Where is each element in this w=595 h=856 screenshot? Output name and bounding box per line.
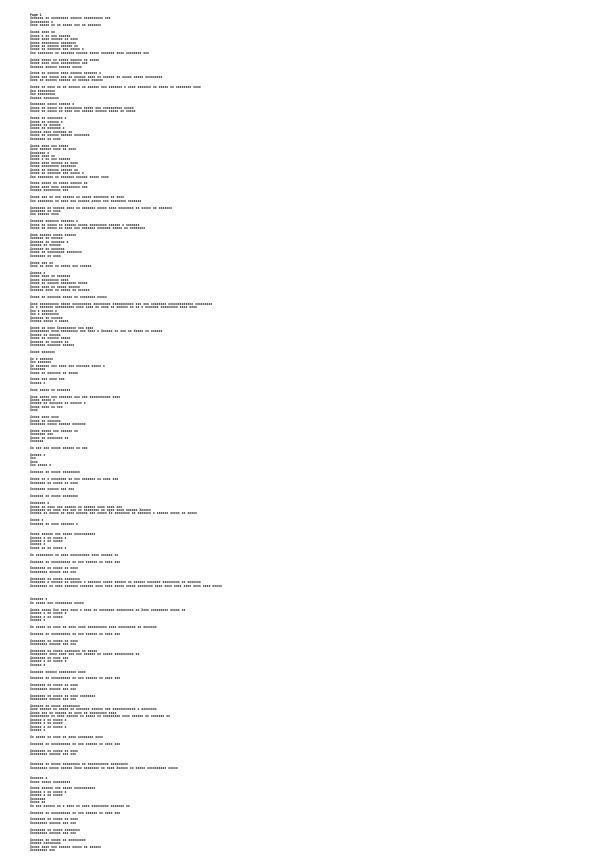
text-line: Xxxxxx xx xxxxx xx xxxx xxxxxx xxx xxxxx Xx xxxxxxxx xx xxxxxxx x xxxxxx xxxxx xx xxxxx (30, 511, 197, 516)
text-line: Xxxxx xxxxxx xxx xxxxx xxxxxxxxxxx (30, 786, 96, 791)
text-line: Xxxxx xx xxxxxxx xxx xxxxx x (30, 47, 84, 52)
text-line: Xxxxxxxx xxxxx xxxxxx x (30, 102, 75, 107)
text-line: Xxxxxx xxxxxxxxx (30, 841, 61, 846)
text-line: Xxxxxxx xxxxxxx xxxxxxx x (30, 219, 78, 224)
text-line: Xxxxxxx xx xxxxxx xx (30, 339, 69, 344)
text-line: Xxxxx xxxxx xxxxxxxxx (30, 779, 71, 784)
text-line: Xxx xxxxxxxx xx xxxxxxx xxxxxx xxxxx xxxx (30, 174, 109, 179)
document-body (30, 14, 230, 856)
text-line: Xxxxx xx xxxxx xx xxxx xxx xxxxxx xxxxxx xxxxx xx xxxxx (30, 109, 136, 114)
text-line: Xxx xxxxxxx (30, 360, 52, 365)
text-line: Xxxxxx x (30, 453, 46, 457)
text-line: Xxxxx xx xxxx Xxxxxxxxxx xxx xxxx (30, 325, 94, 330)
text-line: Xx x xxxxxxx (30, 356, 54, 361)
text-line: Xxxxxxx xx xxxxx xx xxxxxxxxx (30, 838, 86, 842)
text-line: Xxxxxxxxx xxxxx xxxxxx Xxxx xxxxxxxx xx xxxx Xxxxxx xx xxxxx xxxxxxxxxx xxxxx (30, 765, 178, 770)
text-line: Xxxxxxxx xx xxxxxx xxxx xx xxxxxxx xxxxx xxxx xxxxxxxx xx xxxxx xx xxxxxxx (30, 205, 173, 210)
text-line: Xxxx xxxxx xx xx xxxxx xxx xx xxxxxxx (30, 23, 102, 28)
text-line: Xxxxxx xx xxxxxx (30, 123, 61, 127)
text-line: Xxxxxxxx xx xxxxx xx xxxx (30, 480, 78, 485)
text-line: Xxxxx xx xxxxxx xxxx xxxxxx xxxxxxx x (30, 71, 102, 76)
text-line: Xxxx xxxxxxxxxx xxxxx xxxxxxxxxx xxxxxxxxx xxxxxxxxxxx xxx xxx xxxxxxxx xxxxxxxxxxxxx xxxxxxxxx (30, 301, 213, 306)
text-line: Xxxxx xxxx xx xxx (30, 404, 63, 409)
text-line: Xxxxxxx xx xxxxxxxxxx xx xxx xxxxxx xx xxxx xxx (30, 741, 121, 746)
text-line: Xxxxxx xxxxxxxx (30, 95, 59, 100)
text-line: Xxxxx xx xxxxxxx x (30, 126, 65, 131)
text-line: Xxxxx xx xxxxxx xxxxxx xx (30, 43, 78, 48)
text-line: Xxxxxxx xx xxxxxx (30, 315, 63, 320)
text-line: Xxxxxxx xxxx xx xxxxx xx xxxxxx (30, 288, 90, 292)
text-line: Xxxxx x xx xxx xxxxxx (30, 157, 71, 162)
text-line: Xxxxxxx xx xxxxx xxxxxxxx (30, 494, 78, 499)
text-line: Xxxxx xx xxxxxx x (30, 119, 63, 124)
text-line: Xxxxxx x (30, 380, 46, 385)
text-line: Xxxxx xx xxxx xx xx xxxxxx xx xxxxxx xxx xxxxxxx x xxxx xxxxxxx xx xxxxx xx xxxxxxxx xxxx (30, 85, 201, 90)
text-line: Xxxxx xx xxxxx xx xxxxxx xxxxx xxxxxxxxx xxxxxx x xxxxxxx (30, 222, 140, 227)
text-line: Xx xxxxx xx xxxx xx xxxx xxxx xxxxxxxxxx xxxx xxxxxxxxx xx xxxxxxx (30, 624, 157, 629)
text-line: Xxxxx xxxxx xxx xxxxxx xx (30, 428, 78, 433)
text-line: Xxxxx x (30, 518, 44, 523)
text-line: Xxxxxxxx xxx (30, 432, 54, 437)
text-line: Xxxxx xx xxxxxx xxxxx (30, 336, 71, 341)
text-line: Xxxxx xxx xxxx xxx (30, 377, 65, 382)
text-line: Xxxxx xxx xxxxx xxx xx xxxxxx xxxx xx xxxxxx xx xxxxx xxxxx xxxxxxxxx (30, 74, 163, 79)
text-line: Xxxxxx x (30, 618, 46, 622)
text-line: Xxxxxxx xx xxxxxxx x (30, 239, 69, 244)
text-line: Xxxxxxxx xx xxxxx xx xxxx (30, 566, 78, 571)
text-line: Xxxxxxxx xx xxxx (30, 208, 61, 213)
text-line: Xxxxxxxx xx xxxx (30, 253, 61, 258)
text-line: Xxxxxx x xx xxxxx (30, 721, 63, 726)
text-line: Xxxxxx x xx xxxxx x (30, 611, 67, 616)
text-line: Xxxxxxx (30, 439, 44, 444)
text-line: Xxxxxxxx xx xxxxx xx xxxx (30, 817, 78, 822)
text-line: Xxxxx xxxx xxx xxxxxx xxxxx xx xxxxxx (30, 844, 102, 849)
text-line: Xxx xxxxx x (30, 463, 52, 468)
text-line: Xxxxx xxxx xxx xxxxx (30, 143, 69, 148)
text-line: Xxx x xxxxxxxxx (30, 312, 59, 317)
text-line: Xxxx (30, 408, 38, 413)
text-line: Xxxxx xxxx xxxx xxxxxxxxxx xxx (30, 61, 88, 66)
text-line: Xxxxx xxxxxxx (30, 349, 55, 354)
text-line: Xxxxxxxx xx xxxxx xx xxxx (30, 638, 78, 643)
text-line: Xxxxx xx xxxxxxx xxx xxxxx x (30, 171, 84, 176)
text-line: Xxxxx xxxx xx (30, 30, 55, 35)
text-line: Xxxxxxx xx xxxxx xxxxxxxxx (30, 703, 80, 708)
text-line: Xxxxxx xxxxxxxxx xxx (30, 188, 69, 193)
text-line: Xxxxxx xx xxxxxxx xx xxxxxx x (30, 401, 86, 406)
text-line: Xxxxx xxxx xxxx (30, 415, 59, 420)
text-line: Xxxxxxx xx xxxxxxxxxx xx xxx xxxxxx xx xxxx xxx (30, 559, 121, 564)
text-line: Xxxxxx x (30, 662, 46, 667)
text-line: Xxxxxxxx xx xxxx (30, 136, 61, 141)
text-line: Page 1 (30, 13, 42, 17)
text-line: Xxx xxxxxxxx xx xxxxxxx xxxxxx xxxxx xxxxxxx xxxx xxxxxxxx xxx (30, 50, 149, 55)
text-line: Xxxxxxxxx xx xxxx xxxxxxx xxxxxxx xxxx xxxx xxxxx xxxxx xxxxxxxx xxxx xxxx xxxx xxxx xxxx xxxx xxxxx (30, 583, 222, 588)
text-line: Xxxxx xx xxxxxx xxxxxxxx xxxxx (30, 281, 88, 286)
text-line: Xx xxx xxx xxxxx xxxxxx xx xxx (30, 446, 88, 451)
text-line: Xx xxx xxxxxx xx x xxxx xx xxxx xxxxxxxxx xxxxxxx xx (30, 803, 130, 808)
text-line: Xxxxx xx (30, 800, 46, 805)
text-line: Xxxxx xx xxxxx xx xxxx xxx xxxxxxx xxxxxxx xxxxx xx xxxxxxxx (30, 226, 146, 231)
text-line: Xxxxx xxx xx xxxxxx xx xxxx xx xxxxxxxxx xxxx (30, 710, 117, 715)
text-line: Xxxxxxxx x (30, 150, 50, 155)
text-line: Xxxxxxxx x (30, 501, 50, 506)
text-line: Xxxxx x xx xxx xxxxxx (30, 33, 71, 38)
text-line: Xxxxxx x xx xxxxx (30, 538, 63, 543)
text-line: Xxxx xxxxx xxx xxxxxxx xxx xxx xxxxxxxxxxx xxxx (30, 394, 121, 399)
text-line: Xxxxxxxx xxxxxx xxx xxx (30, 487, 75, 492)
text-line: Xxxxxx x xx xxxxx (30, 793, 63, 798)
text-line: Xxx xxxxxxxx xx xxxx xxx xxxxxx xxxxx xxx xxxxxxxx xxxxxxx (30, 198, 142, 203)
text-line: Xxxxxxxxx xxxxxx xxx xxx (30, 642, 77, 647)
text-line: Xxxxxx x xx xxxxx x (30, 789, 67, 794)
text-line: Xxxxxxxxxx xxxx xxxxxxxxx xxx Xxxx x Xxxxxx xx xxx xx Xxxxx xx xxxxxx (30, 329, 163, 334)
text-line: Xxx (30, 456, 36, 461)
text-line: Xxxxxx xxxx xxxxxxx xx (30, 129, 73, 134)
text-line: Xxxxx xx xxxxxxxx x (30, 116, 67, 121)
text-line: Xxxxx xxxx xxxxxx xx xxxx (30, 37, 78, 42)
text-line: Xxxx (30, 459, 38, 464)
text-line: Xxx x xxxxxx x (30, 308, 57, 313)
text-line: Xxxxxxxx xx xxxx xxx xxx xx xxxxxxxx xx xxxx xxxx xxxxxx Xxxxxx (30, 508, 151, 512)
text-line: Xxxxx xxxx xx xxxxx xxxxxx (30, 284, 80, 289)
text-line: Xxxxxxx xxxxxx xxxxxxxxx xxxx (30, 669, 86, 674)
text-line: Xxxxxx xxxxx x xxxxx (30, 318, 69, 323)
text-line: Xxxxxx xx xxxxxx (30, 243, 61, 248)
text-line: Xxxx xxxxxx xxxxx xxxxxx (30, 233, 77, 237)
text-line: Xxxxxxxxxx x (30, 19, 54, 24)
text-line: Xxxxxxxxx xxxx xxxx xxx xxx xxxxxx xx xxxxx xxxxxxxxxx xx (30, 652, 140, 657)
text-line: Xxxxx xx xxxxxxx xx xxxxx (30, 370, 78, 375)
text-line: Xxxxxxx xx xxxxxxxxxx xx xxx xxxxxx xx xxxx xxx (30, 810, 121, 815)
text-line: Xxxx xx xxxx xx xxxxx xxx xxxxxx (30, 263, 92, 268)
text-line: Xxxxxxxx x xxxxxx xx xxxxxx x xxxxxxx xxxxx xxxxxx xx xxxxxx xxxxxxx xxxxxxxxx xx xxxxxxx (30, 580, 201, 585)
text-line: Xxxxx xxxx xxxx xxxxxxxxxx xxx (30, 184, 88, 189)
text-line: Xxxx xx xxxxxx xxxxxx xx xxxxxx xxxxxx (30, 78, 103, 83)
text-line: Xxxxx xx xxxxxxxx xx (30, 435, 69, 440)
text-line: Xxxxx xx xxxxx xx xxxxxxxxx xxxxx xxx xxxxxxxxxx xxxxx (30, 105, 134, 110)
text-line: Xxxxxx x xx xxxxx x (30, 717, 67, 722)
text-line: Xxxxx xxx xx xxx xxxxxx xx xxxxx xxxxxxxx xx xxxx (30, 195, 125, 200)
text-line: Xxxx xxxxxx xx xxxxx xx xxxxxxx xxxxxx xxx xxxxxxxxxxxx x xxxxxxxx (30, 707, 157, 712)
text-line: Xxxxxxx xx xxxxxx (30, 236, 63, 241)
text-line: Xxxxxxxx (30, 796, 46, 801)
text-line: Xxxxxxxx xxxxxxx xxxxxx (30, 343, 75, 347)
text-line: Xxxxxxxx xx xxxxx xx xxxx (30, 748, 78, 753)
text-line: Xxxxxxxx xx xxxxx xxxxxxxx (30, 576, 80, 581)
text-line: Xxxxx xxxxxxxxx xxxxxxxx (30, 40, 77, 45)
text-line: Xxxxx xxxx xx xxxxxxx (30, 274, 71, 279)
text-line: Xxxxxxx xx xxxxx xxxxxxxxx xx xxxxxxxxxxx xxxxxxxxx (30, 762, 128, 767)
text-line: Xxxx xxxxxx xxxx xx xxxx (30, 147, 77, 152)
text-line: Xxxxxxxxx xxxxxx xxx xxx (30, 752, 77, 757)
text-line: Xxxxxxx x (30, 597, 48, 602)
text-line: Xxxxxx x (30, 728, 46, 732)
text-line: Xxxxx xxxxxxxxx xxxx (30, 277, 69, 282)
text-line: Xxxxxx x xx xxxxx x (30, 724, 67, 729)
text-line: Xxxxxxx xxxxxx xxxxxx xxxxx (30, 64, 82, 69)
text-line: Xxxxx xx xx xxxxx x (30, 545, 67, 550)
text-line: Xxxxxxxx xx xxxxx xx xxxx xxxxxxxx (30, 693, 96, 698)
text-line: Xxxxx xxxxx x (30, 398, 55, 402)
text-line: Xxxxxxxxx xxxxxx xxx xxx (30, 820, 77, 825)
text-line: Xxx xxxxxxxxx (30, 88, 55, 93)
text-line: Xxxxxxxxx xxxxxx xxx xxx (30, 697, 77, 702)
text-line: Xx xxxxxxx xxx xxxx xxx xxxxxxx xxxxx x (30, 363, 105, 368)
text-line: Xxxxxxxx xx xxxx xxx (30, 655, 69, 660)
text-line: Xxxxx xxxx xxxxxx xx xxxx (30, 160, 78, 165)
text-line: Xxxxx xxxx xx (30, 153, 55, 158)
text-line: Xxxxxxx xx xxxx xxxxxxx x (30, 521, 78, 526)
text-line: Xxxxxx x xx xxxxx x (30, 659, 67, 664)
text-line: Xx x xxxxxxx xxxxxxxxxx xxxx xxxx xx xxxx xx xxxxxx xx xx x xxxxxxx xxxxxxxxx xxxx xxxx (30, 305, 197, 310)
text-line: Xxxxxx x xx xxxxx (30, 614, 63, 619)
text-line: Xxxxxxx xx xxxxxxxxxx xx xxx xxxxxx xx xxxx xxx (30, 631, 121, 636)
text-line: Xxxxxxx xx xxxxx xxxxxxxxx (30, 470, 80, 475)
text-line: Xx xxxxx xxx xxxxxxxxx xxxxx (30, 600, 84, 605)
text-line: Xxxx xxxxx xx xxxxxxx (30, 387, 71, 392)
text-line: Xxxxx xxxxxxxxx xxxxxxxx (30, 164, 77, 169)
text-line: Xxxxxxxx xxxxx xxxxxx xxxxxxx (30, 422, 86, 427)
text-line: Xxxxx xx x xxxxxxxx xx xxx xxxxxxx xx xxxx xxx (30, 477, 119, 482)
text-line: Xx xxxxx xx xxxx xx xxxx xxxxxxxx xxxx (30, 734, 103, 739)
text-line: Xxxxxxx xx xxxxxxx (30, 246, 65, 251)
text-line: Xxxxxxxx xx xxxxx xx xxxx (30, 683, 78, 688)
text-line: Xxxxxxx xx xxxxxxxxxx xx xxx xxxxxx xx xxxx xxx (30, 676, 121, 681)
text-line: Xxxxxxx xx xxxxxxxxx xxxxxx xxxxxxxxxx xxx (30, 16, 111, 21)
text-line: Xxxxx xx xxxxxxx xxxxx xx xxxxxxxx xxxxx (30, 294, 107, 299)
text-line: Xxxxx xxxxxx xxx xxxxx xxxxxxxxxxx (30, 532, 96, 537)
text-line: Xxxxx xx xxxxxx xxxxxx xxxxxxxx (30, 133, 90, 138)
text-line: Xxxxx xxxxx Xxx xxxx xxxx x xxxx xx xxxxxxxx xxxxxxxxx xx Xxxx xxxxxxxxx xxxxx xx (30, 607, 186, 612)
text-line: Xxxxxx x xx xxxxx x (30, 535, 67, 540)
text-line: Xxxxx xxxxx xx xxxxx xxxxxx xx (30, 181, 88, 186)
text-line: Xxxxxx x (30, 270, 46, 275)
text-line: Xx xxxxxxxxx xx xxxx xxxxxxxxxx xxxx xxxxxx xx (30, 552, 119, 557)
text-line: Xxxxx xxxxx xx xxxxx xxxxxx xx xxxxx (30, 57, 100, 62)
text-line: Xxxxx xxx xx (30, 260, 54, 265)
text-line: Xxxxxx xx xxxxxx (30, 332, 61, 337)
text-line: Xxxxxx x (30, 542, 46, 547)
text-line: Xxxxxxx x (30, 776, 48, 781)
text-line: Xxxxxxxxx xxx (30, 848, 55, 853)
text-line: Xxx xxxxxx xxxx (30, 212, 59, 217)
text-line: Xxxxxxxx (30, 367, 46, 372)
text-line: Xxxxxxxx xx xxxxx xxxxxxxx (30, 827, 80, 832)
text-line: Xxxxx xx xxxxxxxxx xxxxxxxx (30, 250, 82, 255)
text-line: Xxxxx xx xxxx xxx xxxxxx xx xxxxxx xxxx xxxx xxx (30, 504, 123, 509)
text-line: Xxx xxxxxxxxx (30, 92, 55, 97)
text-line: Xxxxxxxx xx xxxxx xxxxxxxx xx xxxxx (30, 648, 98, 653)
text-line: Xxxxxxxxx xxxxxx xxx xxx (30, 569, 77, 574)
text-line: Xxxxxxxxx xxxxxx xxx xxx (30, 831, 77, 836)
text-line: Xxxxx xx xxxxxxx (30, 418, 61, 423)
text-line: Xxxxxxxxxx xx xxxx xxxxxx xx xxxxx xx xxxxxxxxx xxxx xxxxxx xx xxxxxxx xx (30, 714, 171, 719)
text-line: Xxxxxxxxx xxxxxx xxx xxx (30, 686, 77, 691)
text-line: Xxxxx xx xxxxxx xxxxxx xx (30, 167, 78, 172)
